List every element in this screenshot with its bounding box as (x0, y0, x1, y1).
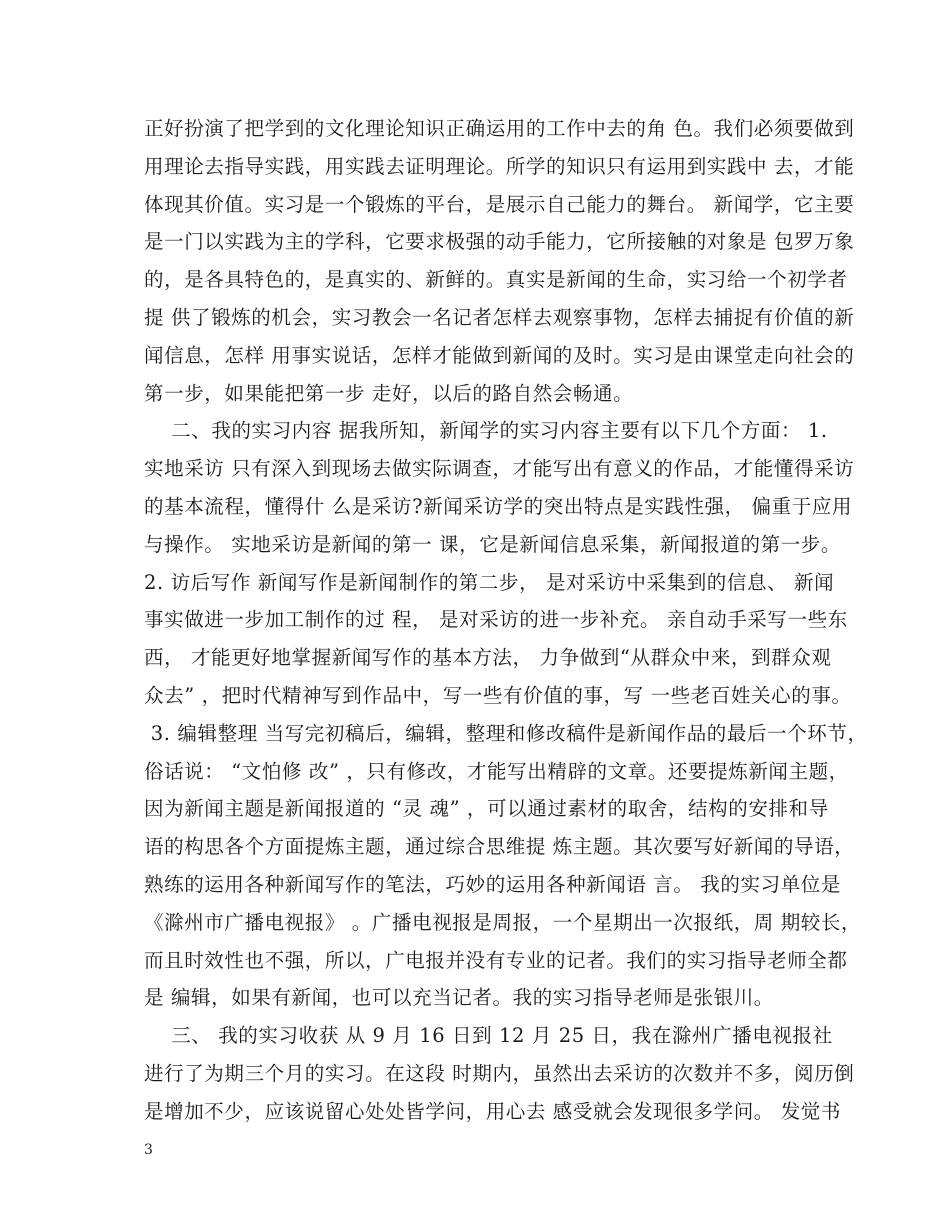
text-line: 众去” ，把时代精神写到作品中，写一些有价值的事，写 一些老百姓关心的事。 (144, 684, 852, 707)
page-number: 3 (144, 1142, 153, 1158)
text-line: 正好扮演了把学到的文化理论知识正确运用的工作中去的角 色。我们必须要做到 (144, 117, 855, 140)
text-line: 西， 才能更好地掌握新闻写作的基本方法， 力争做到“从群众中来，到群众观 (144, 646, 832, 670)
text-line: 是一门以实践为主的学科，它要求极强的动手能力，它所接触的对象是 包罗万象 (144, 230, 855, 254)
text-line: 体现其价值。实习是一个锻炼的平台，是展示自己能力的舞台。 新闻学，它主要 (144, 192, 855, 216)
text-line: 的，是各具特色的，是真实的、新鲜的。真实是新闻的生命，实习给一个初学者 (144, 268, 848, 292)
text-line: 进行了为期三个月的实习。在这段 时期内，虽然出去采访的次数并不多，阅历倒 (144, 1062, 855, 1085)
text-line: 因为新闻主题是新闻报道的 “灵 魂” ，可以通过素材的取舍，结构的安排和导 (144, 797, 829, 821)
text-line: 3. 编辑整理 当写完初稿后，编辑，整理和修改稿件是新闻作品的最后一个环节， (144, 721, 868, 745)
text-line: 二、我的实习内容 据我所知，新闻学的实习内容主要有以下几个方面： 1. (144, 419, 828, 443)
text-line: 是增加不少，应该说留心处处皆学问，用心去 感受就会发现很多学问。 发觉书 (144, 1099, 841, 1123)
text-line: 用理论去指导实践，用实践去证明理论。所学的知识只有运用到实践中 去，才能 (144, 154, 855, 178)
text-line: 与操作。 实地采访是新闻的第一 课，它是新闻信息采集，新闻报道的第一步。 (144, 532, 841, 556)
text-line: 2. 访后写作 新闻写作是新闻制作的第二步， 是对采访中采集到的信息、 新闻 (144, 570, 835, 594)
text-line: 而且时效性也不强，所以，广电报并没有专业的记者。我们的实习指导老师全都 (144, 948, 848, 972)
text-line: 《滁州市广播电视报》 。广播电视报是周报，一个星期出一次报纸，周 期较长， (144, 910, 862, 934)
text-line: 的基本流程，懂得什 么是采访?新闻采访学的突出特点是实践性强， 偏重于应用 (144, 495, 853, 518)
text-line: 三、 我的实习收获 从 9 月 16 日到 12 月 25 日，我在滁州广播电视报社 (144, 1024, 833, 1048)
text-line: 闻信息，怎样 用事实说话，怎样才能做到新闻的及时。实习是由课堂走向社会的 (144, 343, 855, 367)
text-line: 熟练的运用各种新闻写作的笔法，巧妙的运用各种新闻语 言。 我的实习单位是 (144, 873, 841, 896)
text-line: 语的构思各个方面提炼主题，通过综合思维提 炼主题。其次要写好新闻的导语， (144, 835, 855, 859)
text-line: 实地采访 只有深入到现场去做实际调查，才能写出有意义的作品，才能懂得采访 (144, 457, 855, 481)
text-line: 是 编辑，如果有新闻，也可以充当记者。我的实习指导老师是张银川。 (144, 986, 774, 1010)
text-line: 提 供了锻炼的机会，实习教会一名记者怎样去观察事物，怎样去捕捉有价值的新 (144, 306, 855, 329)
text-line: 事实做进一步加工制作的过 程， 是对采访的进一步补充。 亲自动手采写一些东 (144, 608, 848, 632)
text-line: 俗话说： “文怕修 改” ，只有修改，才能写出精辟的文章。还要提炼新闻主题， (144, 759, 849, 783)
text-line: 第一步，如果能把第一步 走好，以后的路自然会畅通。 (144, 381, 634, 405)
